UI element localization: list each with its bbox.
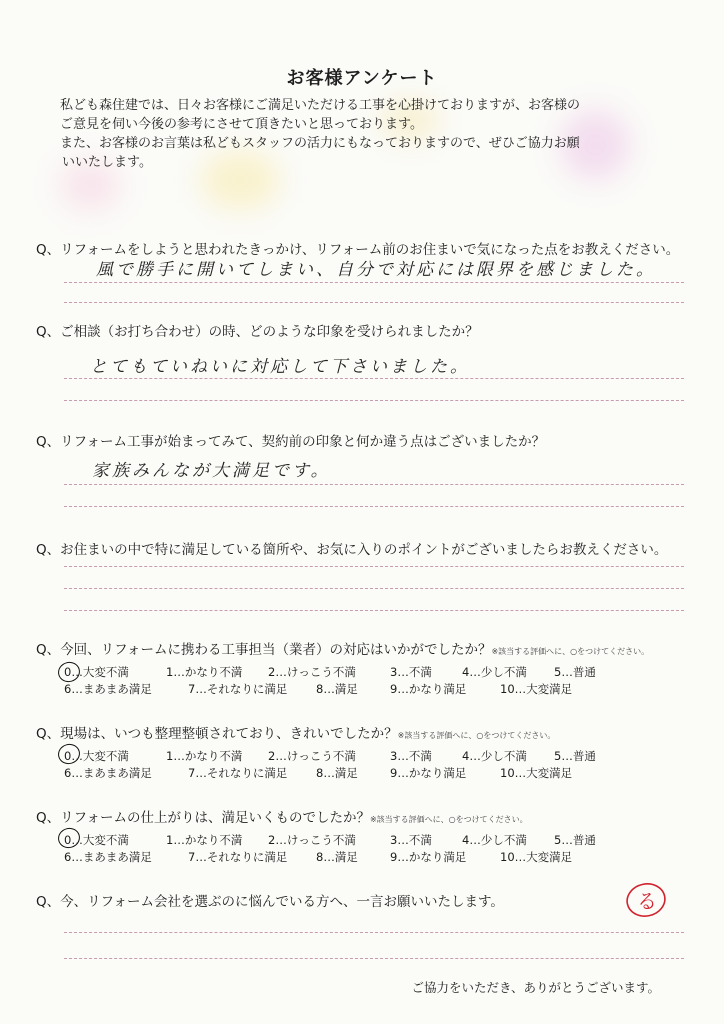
rating-row-1 [64,832,664,849]
intro-line: いいたします。 [62,155,152,170]
answer-line [64,932,684,933]
answer-line [64,958,684,959]
answer-line [64,282,684,283]
question-6 [36,722,555,742]
rating-option-0[interactable]: 0…大変不満 [64,749,129,763]
question-text: Q、現場は、いつも整理整頓されており、きれいでしたか？ [36,726,398,742]
rating-option-3[interactable]: 3…不満 [390,833,432,847]
question-text: Q、今回、リフォームに携わる工事担当（業者）の対応はいかがでしたか？ [36,642,492,658]
footer-thanks: ご協力をいただき、ありがとうございます。 [411,980,660,995]
rating-row-2 [64,765,664,782]
answer-line [64,484,684,485]
rating-option-8[interactable]: 8…満足 [316,682,358,696]
rating-option-8[interactable]: 8…満足 [316,850,358,864]
rating-option-4[interactable]: 4…少し不満 [462,833,527,847]
question-8: Q、今、リフォーム会社を選ぶのに悩んでいる方へ、一言お願いいたします。 [36,894,504,910]
rating-option-9[interactable]: 9…かなり満足 [390,682,467,696]
rating-option-4[interactable]: 4…少し不満 [462,749,527,763]
question-1: Q、リフォームをしようと思われたきっかけ、リフォーム前のお住まいで気になった点をお教えください。 [36,242,680,258]
rating-option-6[interactable]: 6…まあまあ満足 [64,766,152,780]
rating-option-1[interactable]: 1…かなり不満 [166,749,243,763]
rating-scale-q6 [64,748,664,782]
page-title: お客様アンケート [286,68,438,89]
question-4: Q、お住まいの中で特に満足している箇所や、お気に入りのポイントがございましたらお教えください。 [36,542,668,558]
answer-2: とてもていねいに対応して下さいました。 [90,357,470,377]
rating-option-1[interactable]: 1…かなり不満 [166,665,243,679]
rating-row-1 [64,748,664,765]
answer-1: 風で勝手に開いてしまい、自分で対応には限界を感じました。 [96,260,656,280]
question-text: Q、リフォームの仕上がりは、満足いくものでしたか？ [36,810,370,826]
intro-text [60,96,680,172]
rating-option-6[interactable]: 6…まあまあ満足 [64,682,152,696]
question-2: Q、ご相談（お打ち合わせ）の時、どのような印象を受けられましたか？ [36,324,479,340]
rating-option-10[interactable]: 10…大変満足 [500,682,573,696]
rating-option-4[interactable]: 4…少し不満 [462,665,527,679]
answer-line [64,400,684,401]
rating-row-2 [64,681,664,698]
rating-option-5[interactable]: 5…普通 [554,665,596,679]
rating-option-0[interactable]: 0…大変不満 [64,833,129,847]
rating-option-0[interactable]: 0…大変不満 [64,665,129,679]
question-note: ※該当する評価へに、○をつけてください。 [397,731,556,740]
rating-option-9[interactable]: 9…かなり満足 [390,850,467,864]
rating-scale-q5 [64,664,664,698]
intro-line: ご意見を伺い今後の参考にさせて頂きたいと思っております。 [60,117,423,132]
question-note: ※該当する評価へに、○をつけてください。 [491,647,650,656]
question-7 [36,806,528,826]
rating-option-9[interactable]: 9…かなり満足 [390,766,467,780]
rating-option-10[interactable]: 10…大変満足 [500,766,573,780]
rating-option-5[interactable]: 5…普通 [554,749,596,763]
question-3: Q、リフォーム工事が始まってみて、契約前の印象と何か違う点はございましたか？ [36,434,546,450]
seal-text: る [637,889,657,913]
intro-line: また、お客様のお言葉は私どもスタッフの活力にもなっておりますので、ぜひご協力お願 [60,136,580,151]
rating-row-1 [64,664,664,681]
rating-row-2 [64,849,664,866]
rating-option-2[interactable]: 2…けっこう不満 [268,665,356,679]
answer-line [64,588,684,589]
rating-option-7[interactable]: 7…それなりに満足 [188,682,288,696]
answer-line [64,302,684,303]
rating-option-5[interactable]: 5…普通 [554,833,596,847]
rating-option-6[interactable]: 6…まあまあ満足 [64,850,152,864]
rating-option-2[interactable]: 2…けっこう不満 [268,833,356,847]
answer-3: 家族みんなが大満足です。 [92,461,331,481]
answer-line [64,610,684,611]
answer-line [64,506,684,507]
question-note: ※該当する評価へに、○をつけてください。 [369,815,528,824]
question-5 [36,638,649,658]
rating-option-3[interactable]: 3…不満 [390,749,432,763]
rating-option-3[interactable]: 3…不満 [390,665,432,679]
rating-option-7[interactable]: 7…それなりに満足 [188,766,288,780]
intro-line: 私ども森住建では、日々お客様にご満足いただける工事を心掛けておりますが、お客様の [60,98,581,113]
rating-option-7[interactable]: 7…それなりに満足 [188,850,288,864]
rating-option-2[interactable]: 2…けっこう不満 [268,749,356,763]
rating-scale-q7 [64,832,664,866]
rating-option-8[interactable]: 8…満足 [316,766,358,780]
answer-line [64,378,684,379]
rating-option-1[interactable]: 1…かなり不満 [166,833,243,847]
answer-line [64,566,684,567]
handwritten-seal [624,880,668,920]
rating-option-10[interactable]: 10…大変満足 [500,850,573,864]
